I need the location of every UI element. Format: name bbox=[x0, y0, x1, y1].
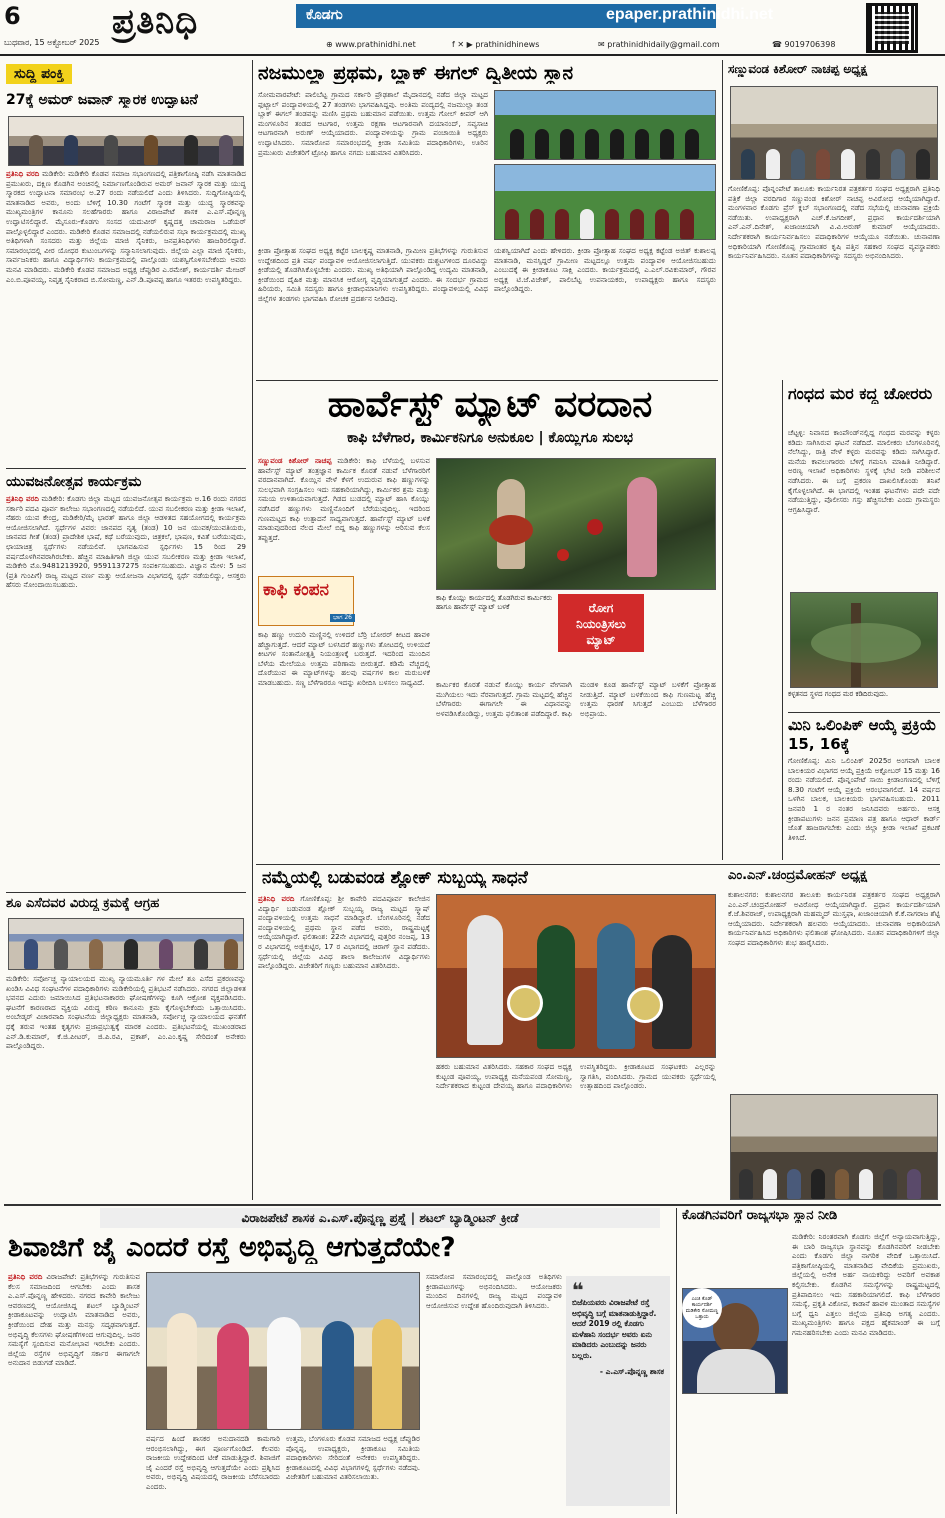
football-body-3: ಯಶಸ್ವಿಯಾಗಿದೆ ಎಂದು ಹೇಳಿದರು. ಕ್ರೀಡಾ ಪ್ರೋತ್ಸಾಹ ಸಂಘದ ಅಧ್ಯಕ್ಷ ಕಟ್ಟೆಂಡ ಅಜಿತ್ ಕುಶಾಲಪ್ಪ ಮಾತನಾಡಿ, ಮನಸ್ಸಿದ್ದರೆ ಗ್ರಾಮೀಣ ಮಟ್ಟದಲ್ಲೂ ಉತ್ತಮ ಪಂದ್ಯಾವಳಿ ಆಯೋಜಿಸಬಹುದು ಎಂಬುದಕ್ಕೆ ಈ ಕ್ರೀಡಾಕೂಟ ಸಾಕ್ಷಿ ಎಂದರು. ಕಾರ್ಯಕ್ರಮದಲ್ಲಿ ಎ.ಎಲ್.ರವಿಕುಮಾರ್, ಗೌರವ ಅಧ್ಯಕ್ಷ ಟಿ.ಜೆ.ವಿಜೇಶ್, ಪಾಲಿಬೆಟ್ಟ ಉಪನಾಯಕರು, ಉಪಾಧ್ಯಕ್ಷರು ಹಾಗೂ ಸದಸ್ಯರು ಪಾಲ್ಗೊಂಡಿದ್ದರು. bbox=[494, 246, 716, 294]
bottom-body-2: ವರ್ಷದ ಹಿಂದೆ ಶಾಸಕರ ಅನುದಾನದಡಿ ಕಾಮಗಾರಿ ಆರಂಭಿಸಲಾಗಿದ್ದು, ಈಗ ಪೂರ್ಣಗೊಂಡಿದೆ. ಕೆಲವರು ರಾಜಕೀಯ ಉದ್ದೇಶದಿಂದ ಟೀಕೆ ಮಾಡುತ್ತಿದ್ದಾರೆ. ಶಿವಾಜಿಗೆ ಜೈ ಎಂದರೆ ರಸ್ತೆ ಅಭಿವೃದ್ಧಿ ಆಗುತ್ತದೆಯೇ ಎಂದು ಪ್ರಶ್ನಿಸಿದ ಅವರು, ಅಭಿವೃದ್ಧಿ ವಿಷಯದಲ್ಲಿ ರಾಜಕೀಯ ಬೆರೆಸಬಾರದು ಎಂದರು. bbox=[146, 1434, 280, 1491]
football-body-2: ಕ್ರೀಡಾ ಪ್ರೋತ್ಸಾಹ ಸಂಘದ ಅಧ್ಯಕ್ಷ ಕಟ್ಟೆರ ಬಾಲಕೃಷ್ಣ ಮಾತನಾಡಿ, ಗ್ರಾಮೀಣ ಪ್ರತಿಭೆಗಳನ್ನು ಗುರುತಿಸುವ ಉದ್ದೇಶದಿಂದ ಪ್ರತಿ ವರ್ಷ ಪಂದ್ಯಾವಳಿ ಆಯೋಜಿಸಲಾಗುತ್ತಿದೆ. ಯುವಕರು ದುಶ್ಚಟಗಳಿಂದ ದೂರವಿದ್ದು ಕ್ರೀಡೆಯಲ್ಲಿ ತೊಡಗಿಸಿಕೊಳ್ಳಬೇಕು ಎಂದರು. ಮುಖ್ಯ ಅತಿಥಿಯಾಗಿ ಪಾಲ್ಗೊಂಡಿದ್ದ ಉದ್ಯಮಿ ಮಾತನಾಡಿ, ಕ್ರೀಡೆಯಿಂದ ದೈಹಿಕ ಮತ್ತು ಮಾನಸಿಕ ಆರೋಗ್ಯ ವೃದ್ಧಿಯಾಗುತ್ತದೆ ಎಂದರು. ಈ ಸಂದರ್ಭ ಗ್ರಾಮದ ಹಿರಿಯರು, ಸಮಿತಿ ಸದಸ್ಯರು ಹಾಗೂ ಕ್ರೀಡಾಭಿಮಾನಿಗಳು ಉಪಸ್ಥಿತರಿದ್ದರು. ಪಂದ್ಯಾವಳಿಯಲ್ಲಿ ವಿವಿಧ ಜಿಲ್ಲೆಗಳ ತಂಡಗಳು ಭಾಗವಹಿಸಿ ರೋಚಕ ಪ್ರದರ್ಶನ ನೀಡಿದವು. bbox=[258, 246, 488, 303]
section-name: ಕೊಡಗು bbox=[306, 7, 343, 23]
series-part: ಭಾಗ 26 bbox=[330, 614, 355, 622]
kishore-body: ಗೋಣಿಕೊಪ್ಪ: ಪೊನ್ನಂಪೇಟೆ ತಾಲೂಕು ಕಾರ್ಯನಿರತ ಪತ್ರಕರ್ತರ ಸಂಘದ ಅಧ್ಯಕ್ಷರಾಗಿ ಪ್ರತಿನಿಧಿ ಪತ್ರಿಕೆ ಜಿಲ್ಲಾ ವರದಿಗಾರ ಸಣ್ಣುವಂಡ ಕಿಶೋರ್ ನಾಚಪ್ಪ ಅವಿರೋಧ ಆಯ್ಕೆಯಾಗಿದ್ದಾರೆ. ಮಂಗಳವಾರ ಕೊಡಗು ಪ್ರೆಸ್ ಕ್ಲಬ್ ಸಭಾಂಗಣದಲ್ಲಿ ನಡೆದ ಸಭೆಯಲ್ಲಿ ಚುನಾವಣಾ ಪ್ರಕ್ರಿಯೆ ನಡೆಯಿತು. ಉಪಾಧ್ಯಕ್ಷರಾಗಿ ಎಚ್.ಕೆ.ಜಗದೀಶ್, ಪ್ರಧಾನ ಕಾರ್ಯದರ್ಶಿಯಾಗಿ ಎನ್.ಎನ್.ದಿನೇಶ್, ಖಜಾಂಚಿಯಾಗಿ ವಿ.ವಿ.ಅರುಣ್ ಕುಮಾರ್ ಆಯ್ಕೆಯಾದರು. ನಿರ್ದೇಶಕರಾಗಿ ಕಾರ್ಯನಿರ್ವಹಿಸಲು ಪದಾಧಿಕಾರಿಗಳ ಆಯ್ಕೆಯೂ ನಡೆಯಿತು. ಚುನಾವಣಾ ಅಧಿಕಾರಿಯಾಗಿ ಗೋಣಿಕೊಪ್ಪ ಗ್ರಾಮಾಂತರ ಕೃಷಿ ಪತ್ತಿನ ಸಹಕಾರ ಸಂಘದ ವ್ಯವಸ್ಥಾಪಕರು ಕಾರ್ಯನಿರ್ವಹಿಸಿದರು. ನೂತನ ಪದಾಧಿಕಾರಿಗಳನ್ನು ಸದಸ್ಯರು ಅಭಿನಂದಿಸಿದರು. bbox=[728, 184, 940, 261]
quote-author: - ಎ.ಎಸ್.ಪೊನ್ನಣ್ಣ ಶಾಸಕ bbox=[599, 1367, 664, 1376]
squash-body-2: ಹಕರು ಬಹುಮಾನ ವಿತರಿಸಿದರು. ಸಹಕಾರ ಸಂಘದ ಅಧ್ಯಕ್ಷ ಕುಟ್ಟಂಡ ಪೂವಯ್ಯ, ಉಪಾಧ್ಯಕ್ಷ ಮನೆಯಪಂಡ ಸೋಮಣ್ಣ, ನಿರ್ದೇಶಕರಾದ ಕುಟ್ಟಂಡ ದೇವಯ್ಯ ಹಾಗೂ ಪದಾಧಿಕಾರಿಗಳು ಉಪಸ್ಥಿತರಿದ್ದರು. ಕ್ರೀಡಾಕೂಟದ ಸಂಘಟಕರು ಎಲ್ಲರನ್ನು ಸ್ವಾಗತಿಸಿ, ವಂದಿಸಿದರು. ಗ್ರಾಮದ ಯುವಕರು ಸ್ಪರ್ಧೆಯಲ್ಲಿ ಉತ್ಸಾಹದಿಂದ ಪಾಲ್ಗೊಂಡರು. bbox=[436, 1062, 716, 1091]
bottom-body-4: ಸಮಾರೋಪ ಸಮಾರಂಭದಲ್ಲಿ ಪಾಲ್ಗೊಂಡ ಅತಿಥಿಗಳು ಕ್ರೀಡಾಪಟುಗಳನ್ನು ಅಭಿನಂದಿಸಿದರು. ಆಯೋಜಕರು ಮುಂದಿನ ದಿನಗಳಲ್ಲಿ ರಾಜ್ಯ ಮಟ್ಟದ ಪಂದ್ಯಾವಳಿ ಆಯೋಜಿಸುವ ಉದ್ದೇಶ ಹೊಂದಿರುವುದಾಗಿ ತಿಳಿಸಿದರು. bbox=[426, 1272, 562, 1310]
section-tag: ಸುದ್ದಿ ಪಂಕ್ತಿ bbox=[6, 64, 72, 84]
portrait-label: ಎಂಜಿ ಕೊಡ್ ಕಾರ್ಯದರ್ಶಿ ಮಡಿಕೇರಿ ಸೋಮಣ್ಣ ಒತ್ತಾಯ bbox=[682, 1288, 722, 1328]
chandramohan-body: ಕುಶಾಲನಗರ: ಕುಶಾಲನಗರ ತಾಲೂಕು ಕಾರ್ಯನಿರತ ಪತ್ರಕರ್ತರ ಸಂಘದ ಅಧ್ಯಕ್ಷರಾಗಿ ಎಂ.ಎನ್.ಚಂದ್ರಮೋಹನ್ ಅವಿರೋಧ ಆಯ್ಕೆಯಾಗಿದ್ದಾರೆ. ಪ್ರಧಾನ ಕಾರ್ಯದರ್ಶಿಯಾಗಿ ಕೆ.ಜೆ.ಶಿವರಾಜ್, ಉಪಾಧ್ಯಕ್ಷರಾಗಿ ಮಹಮ್ಮದ್ ಮುಸ್ತಫಾ, ಖಜಾಂಚಿಯಾಗಿ ಕೆ.ಕೆ.ನಾಗರಾಜ ಶೆಟ್ಟಿ ಆಯ್ಕೆಯಾದರು. ನಿರ್ದೇಶಕರಾಗಿ ಹಲವರು ಆಯ್ಕೆಯಾದರು. ಚುನಾವಣಾ ಅಧಿಕಾರಿಯಾಗಿ ಕಾರ್ಯನಿರ್ವಹಿಸಿದ ಅಧಿಕಾರಿಗಳು ಫಲಿತಾಂಶ ಘೋಷಿಸಿದರು. ನೂತನ ಪದಾಧಿಕಾರಿಗಳಿಗೆ ಜಿಲ್ಲಾ ಸಂಘದ ಪದಾಧಿಕಾರಿಗಳು ಶುಭ ಹಾರೈಸಿದರು. bbox=[728, 890, 940, 947]
series-title: ಕಾಫಿ ಕಂಪನ bbox=[263, 580, 329, 600]
story1-headline: 27ಕ್ಕೆ ಅಮರ್ ಜವಾನ್ ಸ್ಮಾರಕ ಉದ್ಘಾಟನೆ bbox=[6, 92, 198, 108]
page-number: 6 bbox=[4, 2, 21, 30]
badminton-inauguration-photo bbox=[146, 1272, 420, 1430]
bottom-body-3: ಉತ್ತಮ, ಬೆಂಗಳೂರು ಕೊಡವ ಸಮಾಜದ ಅಧ್ಯಕ್ಷ ಚೆಪ್ಪುಡಿರ ಪೊನ್ನಪ್ಪ, ಉಪಾಧ್ಯಕ್ಷರು, ಕ್ರೀಡಾಕೂಟ ಸಮಿತಿಯ ಪದಾಧಿಕಾರಿಗಳು ಸೇರಿದಂತೆ ಅನೇಕರು ಉಪಸ್ಥಿತರಿದ್ದರು. ಕ್ರೀಡಾಕೂಟದಲ್ಲಿ ವಿವಿಧ ವಿಭಾಗಗಳಲ್ಲಿ ಸ್ಪರ್ಧೆಗಳು ನಡೆದವು. ವಿಜೇತರಿಗೆ ಬಹುಮಾನ ವಿತರಿಸಲಾಯಿತು. bbox=[286, 1434, 420, 1482]
football-body-1: ಸೋಮವಾರಪೇಟೆ: ಪಾಲಿಬೆಟ್ಟ ಗ್ರಾಮದ ಸರ್ಕಾರಿ ಪ್ರೌಢಶಾಲೆ ಮೈದಾನದಲ್ಲಿ ನಡೆದ ಜಿಲ್ಲಾ ಮಟ್ಟದ ಫುಟ್ಬಾಲ್ ಪಂದ್ಯಾವಳಿಯಲ್ಲಿ 27 ತಂಡಗಳು ಭಾಗವಹಿಸಿದ್ದವು. ಅಂತಿಮ ಪಂದ್ಯದಲ್ಲಿ ನಜಮುಲ್ಲಾ ತಂಡ ಬ್ಲಾಕ್ ಈಗಲ್ ತಂಡವನ್ನು ಮಣಿಸಿ ಪ್ರಥಮ ಬಹುಮಾನ ಪಡೆಯಿತು. ಉತ್ತಮ ಗೋಲ್ ಕೀಪರ್ ಆಗಿ ಮಂಗಳೂರಿನ ತಂಡದ ಆಟಗಾರ, ಉತ್ತಮ ರಕ್ಷಣಾ ಆಟಗಾರನಾಗಿ ದಯಾನಂದ್, ಸವ್ಯಸಾಚಿ ಆಟಗಾರನಾಗಿ ಅರುಣ್ ಆಯ್ಕೆಯಾದರು. ಪಂದ್ಯಾವಳಿಯನ್ನು ಗ್ರಾಮ ಪಂಚಾಯಿತಿ ಅಧ್ಯಕ್ಷರು ಉದ್ಘಾಟಿಸಿದರು. ಸಮಾರೋಪ ಸಮಾರಂಭದಲ್ಲಿ ಕ್ರೀಡಾ ಸಮಿತಿಯ ಪದಾಧಿಕಾರಿಗಳು, ಊರಿನ ಪ್ರಮುಖರು ವಿಜೇತರಿಗೆ ಟ್ರೋಫಿ ಹಾಗೂ ನಗದು ಬಹುಮಾನ ವಿತರಿಸಿದರು. bbox=[258, 90, 488, 157]
column-rule bbox=[252, 60, 253, 1200]
divider bbox=[4, 1204, 941, 1206]
divider bbox=[256, 380, 718, 381]
quote-box bbox=[566, 1276, 670, 1506]
squash-winners-photo bbox=[436, 894, 716, 1058]
quote-text: ಬಿಜೆಪಿಯವರು ವಿರಾಜಪೇಟೆ ರಸ್ತೆ ಅಭಿವೃದ್ಧಿ ಬಗ್ಗೆ ಮಾತನಾಡುತ್ತಿದ್ದಾರೆ. ಆದರೆ 2019 ರಲ್ಲಿ ಕೊಡಗು ಮಳೆಹಾನಿ ಸಂದರ್ಭ ಅವರು ಏನು ಮಾಡಿದರು ಎಂಬುದನ್ನು ಜನರು ಬಲ್ಲರು. bbox=[572, 1298, 657, 1360]
story2-body: ಪ್ರತಿನಿಧಿ ವರದಿ ಮಡಿಕೇರಿ: ಕೊಡಗು ಜಿಲ್ಲಾ ಮಟ್ಟದ ಯುವಜನೋತ್ಸವ ಕಾರ್ಯಕ್ರಮ ಅ.16 ರಂದು ನಗರದ ಸರ್ಕಾರಿ ಪದವಿ ಪೂರ್ವ ಕಾಲೇಜು ಸಭಾಂಗಣದಲ್ಲಿ ನಡೆಯಲಿದೆ. ಯುವ ಸಬಲೀಕರಣ ಮತ್ತು ಕ್ರೀಡಾ ಇಲಾಖೆ, ನೆಹರು ಯುವ ಕೇಂದ್ರ, ಮಡಿಕೇರಿ/ಮೈ ಭಾರತ್ ಹಾಗೂ ಜಿಲ್ಲಾ ಆಡಳಿತದ ಸಹಯೋಗದಲ್ಲಿ ಕಾರ್ಯಕ್ರಮ ಆಯೋಜಿಸಲಾಗಿದೆ. ಸ್ಪರ್ಧೆಗಳ ವಿವರ: ಜಾನಪದ ನೃತ್ಯ (ತಂಡ) 10 ಜನ ಯುವಕ/ಯುವತಿಯರು, ಜಾನಪದ ಗೀತೆ (ತಂಡ) ಪ್ರಾದೇಶಿಕ ಭಾಷೆ, ಕಥೆ ಬರೆಯುವುದು, ಚಿತ್ರಕಲೆ, ಭಾಷಣ, ಕವಿತೆ ಬರೆಯುವುದು, ಛಾಯಾಚಿತ್ರ ಸ್ಪರ್ಧೆಗಳು ನಡೆಯಲಿವೆ. ಭಾಗವಹಿಸುವ ಸ್ಪರ್ಧಿಗಳು 15 ರಿಂದ 29 ವರ್ಷದೊಳಗಿನವರಾಗಿರಬೇಕು. ಹೆಚ್ಚಿನ ಮಾಹಿತಿಗಾಗಿ ಜಿಲ್ಲಾ ಯುವ ಸಬಲೀಕರಣ ಮತ್ತು ಕ್ರೀಡಾ ಇಲಾಖೆ, ಮಡಿಕೇರಿ ಮೊ.9481213920, 9591137275 ಸಂಪರ್ಕಿಸಬಹುದು. ವಿಜ್ಞಾನ ಮೇಳ: 5 ಜನ (ಪ್ರತಿ ಗುಂಪಿಗೆ) ರಾಜ್ಯ ಮಟ್ಟದ ವರ್ಣ ಮತ್ತು ಆಯೋಜನಾ ವಿಭಾಗದಲ್ಲಿ ಸ್ಪರ್ಧೆ ನಡೆಯಲಿದ್ದು, ಆಸಕ್ತರು ಹೆಸರು ನೋಂದಾಯಿಸಬಹುದು. bbox=[6, 494, 246, 590]
bottom-kicker: ವಿರಾಜಪೇಟೆ ಶಾಸಕ ಎ.ಎಸ್.ಪೊನ್ನಣ್ಣ ಪ್ರಶ್ನೆ | ಶಟಲ್ ಬ್ಯಾಡ್ಮಿಂಟನ್ ಕ್ರೀಡೆ bbox=[100, 1208, 660, 1228]
divider bbox=[256, 864, 940, 865]
rajyasabha-body: ಮಡಿಕೇರಿ: ನಿರಂತರವಾಗಿ ಕೊಡಗು ಜಿಲ್ಲೆಗೆ ಅನ್ಯಾಯವಾಗುತ್ತಿದ್ದು, ಈ ಬಾರಿ ರಾಜ್ಯಸಭಾ ಸ್ಥಾನವನ್ನು ಕೊಡಗಿನವರಿಗೆ ನೀಡಬೇಕು ಎಂದು ಕೊಡಗು ಜಿಲ್ಲಾ ನಾಗರಿಕ ವೇದಿಕೆ ಒತ್ತಾಯಿಸಿದೆ. ಪತ್ರಿಕಾಗೋಷ್ಠಿಯಲ್ಲಿ ಮಾತನಾಡಿದ ವೇದಿಕೆಯ ಪ್ರಮುಖರು, ಜಿಲ್ಲೆಯಲ್ಲಿ ಅನೇಕ ಅರ್ಹ ನಾಯಕರಿದ್ದು ಅವರಿಗೆ ಅವಕಾಶ ಕಲ್ಪಿಸಬೇಕು. ಕೊಡಗಿನ ಸಮಸ್ಯೆಗಳನ್ನು ರಾಷ್ಟ್ರಮಟ್ಟದಲ್ಲಿ ಪ್ರತಿಪಾದಿಸಲು ಇದು ಸಹಕಾರಿಯಾಗಲಿದೆ. ಕಾಫಿ ಬೆಳೆಗಾರರ ಸಮಸ್ಯೆ, ಪ್ರಕೃತಿ ವಿಕೋಪ, ಕಾಡಾನೆ ಹಾವಳಿ ಮುಂತಾದ ಸಮಸ್ಯೆಗಳ ಬಗ್ಗೆ ಧ್ವನಿ ಎತ್ತಲು ಜಿಲ್ಲೆಯ ಪ್ರತಿನಿಧಿ ಅಗತ್ಯ ಎಂದರು. ಮುಖ್ಯಮಂತ್ರಿಗಳು ಹಾಗೂ ಪಕ್ಷದ ಹೈಕಮಾಂಡ್ ಈ ಬಗ್ಗೆ ಗಮನಹರಿಸಬೇಕು ಎಂದು ಮನವಿ ಮಾಡಿದರು. bbox=[792, 1232, 940, 1337]
coffee-harvest-photo bbox=[436, 458, 716, 590]
football-team-photo-1 bbox=[494, 90, 716, 160]
feature-body-1: ಸಣ್ಣುವಂಡ ಕಿಶೋರ್ ನಾಚಪ್ಪ ಮಡಿಕೇರಿ: ಕಾಫಿ ಬೆಳೆಯಲ್ಲಿ ಬಳಸುವ ಹಾರ್ವೆಸ್ಟ್ ಮ್ಯಾಟ್ ತಂತ್ರಜ್ಞಾನ ಕಾರ್ಮಿಕ ಕೊರತೆ ನಡುವೆ ಬೆಳೆಗಾರರಿಗೆ ವರದಾನವಾಗಿದೆ. ಕೊಯ್ಲಿನ ವೇಳೆ ಕೆಳಗೆ ಉದುರುವ ಕಾಫಿ ಹಣ್ಣುಗಳನ್ನು ಸುಲಭವಾಗಿ ಸಂಗ್ರಹಿಸಲು ಇದು ಸಹಕಾರಿಯಾಗಿದ್ದು, ಕಾರ್ಮಿಕರ ಶ್ರಮ ಮತ್ತು ಸಮಯ ಉಳಿತಾಯವಾಗುತ್ತದೆ. ಗಿಡದ ಬುಡದಲ್ಲಿ ಮ್ಯಾಟ್ ಹಾಸಿ ಕೊಯ್ಲು ನಡೆಸಿದರೆ ಹಣ್ಣುಗಳು ಮಣ್ಣಿನೊಂದಿಗೆ ಬೆರೆಯುವುದಿಲ್ಲ. ಇದರಿಂದ ಗುಣಮಟ್ಟದ ಕಾಫಿ ಉತ್ಪಾದನೆ ಸಾಧ್ಯವಾಗುತ್ತದೆ. ಹಾರ್ವೆಸ್ಟ್ ಮ್ಯಾಟ್ ಬಳಕೆ ಮಾಡುವುದರಿಂದ ನೆಲದ ಮೇಲೆ ಬಿದ್ದ ಕಾಫಿ ಹಣ್ಣುಗಳನ್ನು ಆರಿಸುವ ಕೆಲಸ ತಪ್ಪುತ್ತದೆ. bbox=[258, 456, 430, 542]
email-address[interactable]: ✉ prathinidhidaily@gmail.com bbox=[598, 40, 720, 49]
sandalwood-body: ಚೆಟ್ಟಳ್ಳಿ: ನಿವಾಸದ ಕಾಂಪೌಂಡ್‌ನಲ್ಲಿದ್ದ ಗಂಧದ ಮರವನ್ನು ಕಳ್ಳರು ಕಡಿದು ಸಾಗಿಸಿರುವ ಘಟನೆ ನಡೆದಿದೆ. ಮಾಲೀಕರು ಬೆಂಗಳೂರಿನಲ್ಲಿ ನೆಲೆಸಿದ್ದು, ರಾತ್ರಿ ವೇಳೆ ಕಳ್ಳರು ಮರವನ್ನು ಕಡಿದು ಸಾಗಿಸಿದ್ದಾರೆ. ಮನೆಯ ಕಾವಲುಗಾರರು ಬೆಳಿಗ್ಗೆ ಗಮನಿಸಿ ಮಾಹಿತಿ ನೀಡಿದ್ದಾರೆ. ಅರಣ್ಯ ಇಲಾಖೆ ಅಧಿಕಾರಿಗಳು ಸ್ಥಳಕ್ಕೆ ಭೇಟಿ ನೀಡಿ ಪರಿಶೀಲನೆ ನಡೆಸಿದರು. ಈ ಬಗ್ಗೆ ಪ್ರಕರಣ ದಾಖಲಿಸಿಕೊಂಡು ತನಿಖೆ ಕೈಗೊಳ್ಳಲಾಗಿದೆ. ಈ ಭಾಗದಲ್ಲಿ ಇಂತಹ ಘಟನೆಗಳು ಪದೇ ಪದೇ ನಡೆಯುತ್ತಿದ್ದು, ಪೊಲೀಸರು ಗಸ್ತು ಹೆಚ್ಚಿಸಬೇಕು ಎಂದು ಗ್ರಾಮಸ್ಥರು ಆಗ್ರಹಿಸಿದ್ದಾರೆ. bbox=[788, 428, 940, 514]
qr-code-icon[interactable] bbox=[866, 3, 918, 53]
football-headline: ನಜಮುಲ್ಲಾ ಪ್ರಥಮ, ಬ್ಲಾಕ್ ಈಗಲ್ ದ್ವಿತೀಯ ಸ್ಥಾನ bbox=[258, 62, 574, 84]
website-link[interactable]: ⊕ www.prathinidhi.net bbox=[326, 40, 416, 49]
issue-date: ಬುಧವಾರ, 15 ಅಕ್ಟೋಬರ್ 2025 bbox=[4, 38, 100, 47]
sandalwood-headline: ಗಂಧದ ಮರ ಕದ್ದ ಚೋರರು bbox=[788, 384, 933, 403]
bottom-body-1: ಪ್ರತಿನಿಧಿ ವರದಿ ವಿರಾಜಪೇಟೆ: ಪ್ರತಿಭೆಗಳನ್ನು ಗುರುತಿಸುವ ಕೆಲಸ ಸಮಾಜದಿಂದ ಆಗಬೇಕು ಎಂದು ಶಾಸಕ ಎ.ಎಸ್.ಪೊನ್ನಣ್ಣ ಹೇಳಿದರು. ನಗರದ ಕಾವೇರಿ ಕಾಲೇಜು ಆವರಣದಲ್ಲಿ ಆಯೋಜಿಸಿದ್ದ ಶಟಲ್ ಬ್ಯಾಡ್ಮಿಂಟನ್ ಕ್ರೀಡಾಕೂಟವನ್ನು ಉದ್ಘಾಟಿಸಿ ಮಾತನಾಡಿದ ಅವರು, ಕ್ರೀಡೆಯಿಂದ ದೇಹ ಮತ್ತು ಮನಸ್ಸು ಸದೃಢವಾಗುತ್ತದೆ. ಅಭಿವೃದ್ಧಿ ಕೆಲಸಗಳು ಘೋಷಣೆಗಳಿಂದ ಆಗುವುದಿಲ್ಲ. ಜನರ ಸಮಸ್ಯೆಗೆ ಸ್ಪಂದಿಸುವ ಮನೋಭಾವ ಇರಬೇಕು ಎಂದರು. ಜಿಲ್ಲೆಯ ರಸ್ತೆಗಳ ಅಭಿವೃದ್ಧಿಗೆ ಸರ್ಕಾರ ಈಗಾಗಲೇ ಅನುದಾನ ಬಿಡುಗಡೆ ಮಾಡಿದೆ. bbox=[8, 1272, 140, 1368]
rajyasabha-headline: ಕೊಡಗಿನವರಿಗೆ ರಾಜ್ಯಸಭಾ ಸ್ಥಾನ ನೀಡಿ bbox=[682, 1208, 838, 1223]
story3-body: ಮಡಿಕೇರಿ: ಸರ್ವೋಚ್ಚ ನ್ಯಾಯಾಲಯದ ಮುಖ್ಯ ನ್ಯಾಯಮೂರ್ತಿ ಗಳ ಮೇಲೆ ಶೂ ಎಸೆದ ಪ್ರಕರಣವನ್ನು ಖಂಡಿಸಿ ವಿವಿಧ ಸಂಘಟನೆಗಳ ಪದಾಧಿಕಾರಿಗಳು ಮಡಿಕೇರಿಯಲ್ಲಿ ಪ್ರತಿಭಟನೆ ನಡೆಸಿದರು. ನಗರದ ಜಿಲ್ಲಾಡಳಿತ ಭವನದ ಎದುರು ಜಮಾಯಿಸಿದ ಪ್ರತಿಭಟನಾಕಾರರು ಘೋಷಣೆಗಳನ್ನು ಕೂಗಿ ಆಕ್ರೋಶ ವ್ಯಕ್ತಪಡಿಸಿದರು. ಘಟನೆಗೆ ಕಾರಣರಾದ ವ್ಯಕ್ತಿಯ ವಿರುದ್ಧ ಕಠಿಣ ಕಾನೂನು ಕ್ರಮ ಕೈಗೊಳ್ಳಬೇಕೆಂದು ಒತ್ತಾಯಿಸಿದರು. ಅಂಬೇಡ್ಕರ್ ವಿಚಾರವಾದಿ ಸಂಘಟನೆಯ ಜಿಲ್ಲಾಧ್ಯಕ್ಷರು ಮಾತನಾಡಿ, ಸರ್ವೋಚ್ಚ ನ್ಯಾಯಾಲಯದ ಘನತೆಗೆ ಧಕ್ಕೆ ತರುವ ಇಂತಹ ಕೃತ್ಯಗಳು ಪ್ರಜಾಪ್ರಭುತ್ವಕ್ಕೆ ಮಾರಕ ಎಂದರು. ಪ್ರತಿಭಟನೆಯಲ್ಲಿ ಮುಖಂಡರಾದ ಎನ್.ಡಿ.ಕುಮಾರ್, ಕೆ.ಜಿ.ಪೀಟರ್, ಜಿ.ಪಿ.ರವಿ, ಪ್ರಕಾಶ್, ಎಂ.ಎಂ.ಕೃಷ್ಣ ಸೇರಿದಂತೆ ಅನೇಕರು ಪಾಲ್ಗೊಂಡಿದ್ದರು. bbox=[6, 974, 246, 1051]
sandalwood-caption: ಕಳ್ಳತನದ ಸ್ಥಳದ ಗಂಧದ ಮರ ಕಡಿದಿರುವುದು. bbox=[788, 690, 889, 698]
social-handle[interactable]: f ✕ ▶ prathinidhinews bbox=[452, 40, 540, 49]
feature-body-2: ಕಾಫಿ ಹಣ್ಣು ಉದುರಿ ಮಣ್ಣಿನಲ್ಲಿ ಉಳಿದರೆ ಬೆರ್ರಿ ಬೋರರ್ ಕೀಟದ ಹಾವಳಿ ಹೆಚ್ಚಾಗುತ್ತದೆ. ಆದರೆ ಮ್ಯಾಟ್ ಬಳಸಿದರೆ ಹಣ್ಣುಗಳು ತೋಟದಲ್ಲಿ ಉಳಿಯದೆ ಕೀಟಗಳ ಸಂತಾನೋತ್ಪತ್ತಿ ನಿಯಂತ್ರಣಕ್ಕೆ ಬರುತ್ತದೆ. ಇದರಿಂದ ಮುಂದಿನ ಬೆಳೆಯ ಮೇಲೆಯೂ ಉತ್ತಮ ಪರಿಣಾಮ ಬೀರುತ್ತದೆ. ಕಡಿಮೆ ವೆಚ್ಚದಲ್ಲಿ ದೊರೆಯುವ ಈ ಮ್ಯಾಟ್‌ಗಳನ್ನು ಹಲವು ವರ್ಷಗಳ ಕಾಲ ಮರುಬಳಕೆ ಮಾಡಬಹುದು. ಸಣ್ಣ ಬೆಳೆಗಾರರೂ ಇದನ್ನು ಖರೀದಿಸಿ ಬಳಸಲು ಸಾಧ್ಯವಿದೆ. bbox=[258, 630, 430, 687]
story3-headline: ಶೂ ಎಸೆದವರ ವಿರುದ್ಧ ಕ್ರಮಕ್ಕೆ ಆಗ್ರಹ bbox=[6, 896, 160, 911]
bottom-headline: ಶಿವಾಜಿಗೆ ಜೈ ಎಂದರೆ ರಸ್ತೆ ಅಭಿವೃದ್ಧಿ ಆಗುತ್ತದೆಯೇ? bbox=[8, 1232, 456, 1263]
kushalnagar-press-photo bbox=[730, 1094, 938, 1200]
epaper-link[interactable]: epaper.prathinidhi.net bbox=[606, 6, 774, 23]
squash-body: ಪ್ರತಿನಿಧಿ ವರದಿ ಗೋಣಿಕೊಪ್ಪ: ಶ್ರೀ ಕಾವೇರಿ ಪದವಿಪೂರ್ವ ಕಾಲೇಜಿನ ವಿದ್ಯಾರ್ಥಿ ಬಡುವಂಡ ಶ್ಲೋಕ್ ಸುಬ್ಬಯ್ಯ ರಾಜ್ಯ ಮಟ್ಟದ ಸ್ಕ್ವಾಷ್ ಪಂದ್ಯಾವಳಿಯಲ್ಲಿ ಉತ್ತಮ ಸಾಧನೆ ಮಾಡಿದ್ದಾರೆ. ಬೆಂಗಳೂರಿನಲ್ಲಿ ನಡೆದ ಪಂದ್ಯಾವಳಿಯಲ್ಲಿ ಪ್ರಥಮ ಸ್ಥಾನ ಪಡೆದ ಅವರು, ರಾಷ್ಟ್ರಮಟ್ಟಕ್ಕೆ ಆಯ್ಕೆಯಾಗಿದ್ದಾರೆ. ಫಲಿತಾಂಶ: 22ನೇ ವಿಭಾಗದಲ್ಲಿ ಪುತ್ತರಿರ ನಂಜಪ್ಪ, 13 ರ ವಿಭಾಗದಲ್ಲಿ ಅಜ್ಜಿಕುಟ್ಟಿರ, 17 ರ ವಿಭಾಗದಲ್ಲಿ ಚಿರಾಗ್ ಸ್ಥಾನ ಪಡೆದರು. ಸ್ಪರ್ಧೆಯಲ್ಲಿ ಜಿಲ್ಲೆಯ ವಿವಿಧ ಶಾಲಾ ಕಾಲೇಜುಗಳ ವಿದ್ಯಾರ್ಥಿಗಳು ಪಾಲ್ಗೊಂಡಿದ್ದರು. ವಿಜೇತರಿಗೆ ಗಣ್ಯರು ಬಹುಮಾನ ವಿತರಿಸಿದರು. bbox=[258, 894, 430, 971]
photo-caption: ಕಾಫಿ ಕೊಯ್ಲು ಕಾರ್ಯದಲ್ಲಿ ತೊಡಗಿರುವ ಕಾರ್ಮಿಕರು ಹಾಗೂ ಹಾರ್ವೆಸ್ಟ್ ಮ್ಯಾಟ್ ಬಳಕೆ bbox=[436, 594, 553, 611]
story1-body: ಪ್ರತಿನಿಧಿ ವರದಿ ಮಡಿಕೇರಿ: ಮಡಿಕೇರಿ ಕೊಡವ ಸಮಾಜ ಸಭಾಂಗಣದಲ್ಲಿ ಪತ್ರಿಕಾಗೋಷ್ಠಿ ನಡೆಸಿ ಮಾತನಾಡಿದ ಪ್ರಮುಖರು, ದಕ್ಷಿಣ ಕೊಡಗಿನ ಅಂಚಿನಲ್ಲಿ ನಿರ್ಮಾಣಗೊಂಡಿರುವ ಅಮರ್ ಜವಾನ್ ಸ್ಮಾರಕ ಮತ್ತು ಯುದ್ಧ ಸ್ಮಾರಕದ ಉದ್ಘಾಟನಾ ಸಮಾರಂಭ ಅ.27 ರಂದು ನಡೆಯಲಿದೆ ಎಂದು ತಿಳಿಸಿದರು. ಸುದ್ದಿಗೋಷ್ಠಿಯಲ್ಲಿ ಮಾತನಾಡಿದ ಅವರು, ಅಂದು ಬೆಳಿಗ್ಗೆ 10.30 ಗಂಟೆಗೆ ಸ್ಮಾರಕ ಮತ್ತು ಯುದ್ಧ ಸ್ಮಾರಕವನ್ನು ಮುಖ್ಯಮಂತ್ರಿಗಳ ಕಾನೂನು ಸಲಹೆಗಾರರು ಹಾಗೂ ವಿರಾಜಪೇಟೆ ಶಾಸಕ ಎ.ಎಸ್.ಪೊನ್ನಣ್ಣ ಉದ್ಘಾಟಿಸಲಿದ್ದಾರೆ. ಮೈಸೂರು-ಕೊಡಗು ಸಂಸದ ಯದುವೀರ್ ಕೃಷ್ಣದತ್ತ ಚಾಮರಾಜ ಒಡೆಯರ್ ಪಾಲ್ಗೊಳ್ಳಲಿದ್ದಾರೆ ಎಂದರು. ಮಡಿಕೇರಿ ಕೊಡವ ಸಮಾಜದಲ್ಲಿ ನಡೆಯಲಿರುವ ಸಭಾ ಕಾರ್ಯಕ್ರಮದಲ್ಲಿ ಮುಖ್ಯ ಅತಿಥಿಗಳಾಗಿ ಸಂಸದರು ಮತ್ತು ಜಿಲ್ಲೆಯ ಮಾಜಿ ಸೈನಿಕರು, ಜನಪ್ರತಿನಿಧಿಗಳು ಹಾಜರಿರಲಿದ್ದಾರೆ. ಸಮಾರಂಭದಲ್ಲಿ ವೀರ ಯೋಧರ ಕುಟುಂಬಗಳನ್ನು ಸನ್ಮಾನಿಸಲಾಗುವುದು. ಜಿಲ್ಲೆಯ ಎಲ್ಲಾ ಮಾಜಿ ಸೈನಿಕರು, ಸಾರ್ವಜನಿಕರು ಹಾಗೂ ವಿದ್ಯಾರ್ಥಿಗಳು ಕಾರ್ಯಕ್ರಮದಲ್ಲಿ ಪಾಲ್ಗೊಂಡು ಯಶಸ್ವಿಗೊಳಿಸಬೇಕೆಂದು ಅವರು ಮನವಿ ಮಾಡಿದರು. ಮಡಿಕೇರಿ ಕೊಡವ ಸಮಾಜದ ಅಧ್ಯಕ್ಷ ಚೆಪ್ಪುಡಿರ ಎ.ರಮೇಶ್, ಕಾರ್ಯದರ್ಶಿ ಮೇಜರ್ ಎಂ.ಬಿ.ಪೂವಯ್ಯ, ನಿವೃತ್ತ ಸೈನಿಕರಾದ ಬಿ.ಸೋಮಣ್ಣ, ಎನ್.ಡಿ.ಪೂವಪ್ಪ ಹಾಗೂ ಇತರರು ಉಪಸ್ಥಿತರಿದ್ದರು. bbox=[6, 169, 246, 284]
column-rule bbox=[722, 60, 723, 860]
masthead-bar bbox=[0, 0, 945, 56]
sandalwood-tree-photo bbox=[790, 592, 938, 688]
quote-mark-icon: ❝ bbox=[572, 1278, 584, 1302]
olympics-body: ಗೋಣಿಕೊಪ್ಪ: ಮಿನಿ ಒಲಿಂಪಿಕ್ 2025ರ ಅಂಗವಾಗಿ ಬಾಲಕ ಬಾಲಕಿಯರ ವಿಭಾಗದ ಆಯ್ಕೆ ಪ್ರಕ್ರಿಯೆ ಅಕ್ಟೋಬರ್ 15 ಮತ್ತು 16 ರಂದು ನಡೆಯಲಿದೆ. ಪೊನ್ನಂಪೇಟೆ ಸಾಯಿ ಕ್ರೀಡಾಂಗಣದಲ್ಲಿ ಬೆಳಿಗ್ಗೆ 8.30 ಗಂಟೆಗೆ ಆಯ್ಕೆ ಪ್ರಕ್ರಿಯೆ ಆರಂಭವಾಗಲಿದೆ. 14 ವರ್ಷದ ಒಳಗಿನ ಬಾಲಕ, ಬಾಲಕಿಯರು ಭಾಗವಹಿಸಬಹುದು. 2011 ಜನವರಿ 1 ರ ನಂತರ ಜನಿಸಿದವರು ಅರ್ಹರು. ಆಸಕ್ತ ಕ್ರೀಡಾಪಟುಗಳು ಜನನ ಪ್ರಮಾಣ ಪತ್ರ ಹಾಗೂ ಆಧಾರ್ ಕಾರ್ಡ್ ಜೊತೆ ಹಾಜರಾಗಬೇಕು ಎಂದು ಜಿಲ್ಲಾ ಕ್ರೀಡಾ ಇಲಾಖೆ ಪ್ರಕಟಣೆ ತಿಳಿಸಿದೆ. bbox=[788, 756, 940, 842]
divider bbox=[6, 892, 246, 893]
feature-body-side bbox=[648, 594, 718, 654]
feature-headline: ಹಾರ್ವೆಸ್ಟ್ ಮ್ಯಾಟ್ ವರದಾನ bbox=[327, 384, 653, 425]
protest-photo bbox=[8, 918, 244, 970]
press-club-photo bbox=[730, 86, 938, 180]
chandramohan-headline: ಎಂ.ಎನ್.ಚಂದ್ರಮೋಹನ್ ಅಧ್ಯಕ್ಷ bbox=[728, 868, 868, 883]
phone-number[interactable]: ☎ 9019706398 bbox=[772, 40, 836, 49]
squash-headline: ನಮ್ಮೆಯಲ್ಲಿ ಬಡುವಂಡ ಶ್ಲೋಕ್ ಸುಬ್ಬಯ್ಯ ಸಾಧನೆ bbox=[262, 868, 528, 888]
kishore-headline: ಸಣ್ಣುವಂಡ ಕಿಶೋರ್ ನಾಚಪ್ಪ ಅಧ್ಯಕ್ಷ bbox=[728, 62, 868, 76]
divider bbox=[6, 468, 246, 469]
football-team-photo-2 bbox=[494, 164, 716, 240]
olympics-headline: ಮಿನಿ ಒಲಿಂಪಿಕ್ ಆಯ್ಕೆ ಪ್ರಕ್ರಿಯೆ 15, 16ಕ್ಕೆ bbox=[788, 716, 937, 753]
column-rule bbox=[676, 1208, 677, 1514]
column-rule bbox=[782, 380, 783, 860]
feature-subhead: ಕಾಫಿ ಬೆಳೆಗಾರ, ಕಾರ್ಮಿಕನಿಗೂ ಅನುಕೂಲ | ಕೊಯ್ಲಿಗೂ ಸುಲಭ bbox=[347, 430, 633, 446]
callout-box: ರೋಗ ನಿಯಂತ್ರಿಸಲು ಮ್ಯಾಟ್ bbox=[558, 594, 644, 652]
story2-headline: ಯುವಜನೋತ್ಸವ ಕಾರ್ಯಕ್ರಮ bbox=[6, 474, 142, 490]
feature-body-3: ಕಾರ್ಮಿಕರ ಕೊರತೆ ನಡುವೆ ಕೊಯ್ಲು ಕಾರ್ಯ ವೇಗವಾಗಿ ಮುಗಿಯಲು ಇದು ನೆರವಾಗುತ್ತದೆ. ಗ್ರಾಮ ಮಟ್ಟದಲ್ಲಿ ಹೆಚ್ಚಿನ ಬೆಳೆಗಾರರು ಈಗಾಗಲೇ ಈ ವಿಧಾನವನ್ನು ಅಳವಡಿಸಿಕೊಂಡಿದ್ದು, ಉತ್ತಮ ಫಲಿತಾಂಶ ಪಡೆದಿದ್ದಾರೆ. ಕಾಫಿ ಮಂಡಳಿ ಕೂಡ ಹಾರ್ವೆಸ್ಟ್ ಮ್ಯಾಟ್ ಬಳಕೆಗೆ ಪ್ರೋತ್ಸಾಹ ನೀಡುತ್ತಿದೆ. ಮ್ಯಾಟ್ ಬಳಕೆಯಿಂದ ಕಾಫಿ ಗುಣಮಟ್ಟ ಹೆಚ್ಚಿ ಉತ್ತಮ ಧಾರಣೆ ಸಿಗುತ್ತದೆ ಎಂಬುದು ಬೆಳೆಗಾರರ ಅಭಿಪ್ರಾಯ. bbox=[436, 680, 716, 718]
divider bbox=[788, 712, 940, 713]
feature-intro-wrap bbox=[358, 578, 430, 628]
masthead-title: ಪ್ರತಿನಿಧಿ bbox=[112, 2, 199, 42]
press-meet-photo bbox=[8, 116, 244, 166]
